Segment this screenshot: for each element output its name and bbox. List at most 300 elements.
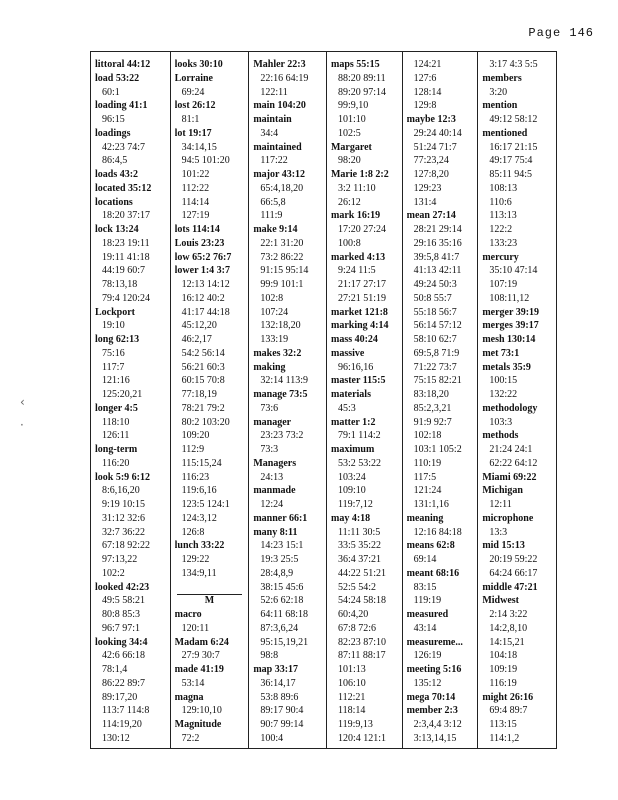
index-reference: 133:19 bbox=[260, 334, 289, 345]
index-term: loadings bbox=[95, 127, 131, 139]
index-column bbox=[478, 52, 556, 748]
index-term: magna bbox=[174, 691, 204, 703]
index-term: loads 43:2 bbox=[95, 169, 139, 180]
index-reference: 64:24 66:17 bbox=[489, 567, 538, 579]
index-reference: 83:15 bbox=[413, 581, 437, 593]
index-term: macro bbox=[174, 609, 202, 620]
index-reference: 135:12 bbox=[413, 677, 442, 689]
index-reference: 80:8 85:3 bbox=[102, 609, 141, 620]
index-reference: 27:21 51:19 bbox=[337, 292, 387, 304]
index-term: mean 27:14 bbox=[406, 210, 456, 222]
index-reference: 20:19 59:22 bbox=[489, 554, 538, 565]
index-reference: 73:2 86:22 bbox=[260, 251, 304, 263]
index-reference: 119:7,12 bbox=[337, 499, 373, 510]
index-reference: 128:14 bbox=[413, 86, 442, 98]
index-term: Miami 69:22 bbox=[482, 471, 537, 483]
index-reference: 34:14,15 bbox=[181, 141, 217, 153]
index-reference: 121:16 bbox=[102, 375, 130, 387]
index-term: lots 114:14 bbox=[174, 224, 220, 235]
index-reference: 134:9,11 bbox=[181, 567, 217, 579]
index-reference: 127:6 bbox=[413, 72, 437, 84]
index-column bbox=[91, 52, 171, 748]
index-reference: 107:19 bbox=[489, 279, 518, 290]
index-reference: 49:24 50:3 bbox=[413, 279, 457, 290]
index-term: materials bbox=[330, 389, 371, 400]
index-reference: 130:12 bbox=[102, 732, 130, 744]
index-reference: 125:20,21 bbox=[102, 389, 143, 400]
index-reference: 101:22 bbox=[181, 169, 210, 180]
index-reference: 91:9 92:7 bbox=[413, 416, 452, 428]
index-term: looks 30:10 bbox=[174, 59, 223, 70]
index-reference: 42:6 66:18 bbox=[102, 650, 146, 662]
index-reference: 100:4 bbox=[260, 732, 284, 744]
index-term: Lockport bbox=[95, 306, 135, 318]
index-term: mega 70:14 bbox=[406, 691, 456, 703]
index-reference: 107:24 bbox=[260, 306, 289, 318]
index-term: look 5:9 6:12 bbox=[95, 471, 150, 483]
index-reference: 11:11 30:5 bbox=[337, 526, 381, 538]
index-term: microphone bbox=[482, 512, 534, 524]
index-reference: 83:18,20 bbox=[413, 389, 449, 400]
margin-mark-icon: · bbox=[20, 418, 24, 432]
index-reference: 114:1,2 bbox=[489, 732, 520, 744]
index-term: many 8:11 bbox=[253, 526, 298, 538]
index-term: mid 15:13 bbox=[482, 540, 525, 552]
index-reference: 122:2 bbox=[489, 224, 513, 235]
index-reference: 49:12 58:12 bbox=[489, 114, 538, 125]
index-reference: 116:19 bbox=[489, 677, 517, 689]
index-term: meant 68:16 bbox=[406, 567, 460, 579]
index-reference: 110:6 bbox=[489, 196, 512, 208]
index-term: maintained bbox=[253, 141, 302, 153]
index-reference: 121:24 bbox=[413, 485, 442, 497]
index-reference: 33:5 35:22 bbox=[337, 540, 382, 552]
index-reference: 12:24 bbox=[260, 499, 284, 510]
index-reference: 120:11 bbox=[181, 622, 210, 634]
index-term: Magnitude bbox=[174, 719, 222, 730]
index-term: lost 26:12 bbox=[174, 100, 216, 112]
index-reference: 122:11 bbox=[260, 86, 288, 98]
index-reference: 3:20 bbox=[489, 86, 508, 98]
index-reference: 112:21 bbox=[337, 691, 366, 703]
index-reference: 111:9 bbox=[260, 210, 283, 222]
index-reference: 87:11 88:17 bbox=[337, 650, 386, 662]
index-term: may 4:18 bbox=[330, 512, 371, 524]
index-reference: 22:1 31:20 bbox=[260, 237, 304, 249]
index-reference: 8:6,16,20 bbox=[102, 485, 140, 497]
index-reference: 99:9 101:1 bbox=[260, 279, 304, 290]
index-term: mentioned bbox=[482, 127, 528, 139]
index-reference: 2:3,4,4 3:12 bbox=[413, 719, 462, 730]
index-reference: 102:2 bbox=[102, 567, 125, 579]
index-term: maybe 12:3 bbox=[406, 114, 456, 125]
index-term: middle 47:21 bbox=[482, 581, 538, 593]
index-reference: 117:22 bbox=[260, 155, 288, 167]
index-term: littoral 44:12 bbox=[95, 59, 151, 70]
index-reference: 66:5,8 bbox=[260, 196, 286, 208]
index-reference: 87:3,6,24 bbox=[260, 622, 299, 634]
index-reference: 34:4 bbox=[260, 127, 279, 139]
index-reference: 133:23 bbox=[489, 237, 518, 249]
index-term: making bbox=[253, 361, 286, 373]
index-reference: 19:10 bbox=[102, 320, 125, 332]
index-term: Margaret bbox=[330, 141, 372, 153]
index-reference: 78:13,18 bbox=[102, 279, 138, 290]
index-reference: 118:10 bbox=[102, 416, 130, 428]
index-term: merges 39:17 bbox=[482, 320, 539, 332]
index-reference: 51:24 71:7 bbox=[413, 141, 457, 153]
index-reference: 86:4,5 bbox=[102, 155, 128, 167]
index-term: massive bbox=[330, 347, 365, 359]
index-term: Michigan bbox=[482, 485, 523, 497]
index-term: meeting 5:16 bbox=[406, 664, 462, 675]
index-reference: 113:15 bbox=[489, 719, 517, 730]
index-reference: 81:1 bbox=[181, 114, 200, 125]
index-column bbox=[171, 52, 250, 748]
index-reference: 62:22 64:12 bbox=[489, 457, 538, 469]
index-reference: 53:8 89:6 bbox=[260, 691, 299, 703]
index-reference: 80:2 103:20 bbox=[181, 416, 230, 428]
index-reference: 114:19,20 bbox=[102, 719, 142, 730]
index-reference: 18:23 19:11 bbox=[102, 237, 150, 249]
index-reference: 60:15 70:8 bbox=[181, 375, 225, 387]
index-reference: 90:7 99:14 bbox=[260, 719, 304, 730]
index-reference: 103:3 bbox=[489, 416, 513, 428]
index-term: mention bbox=[482, 100, 518, 112]
index-reference: 67:8 72:6 bbox=[337, 622, 377, 634]
index-reference: 28:4,8,9 bbox=[260, 567, 294, 579]
index-reference: 77:23,24 bbox=[413, 155, 449, 167]
index-reference: 78:21 79:2 bbox=[181, 402, 225, 414]
index-reference: 129:22 bbox=[181, 554, 210, 565]
index-reference: 98:8 bbox=[260, 650, 279, 662]
index-reference: 115:15,24 bbox=[181, 457, 222, 469]
index-reference: 85:2,3,21 bbox=[413, 402, 452, 414]
index-reference: 113:7 114:8 bbox=[102, 705, 150, 717]
index-reference: 32:7 36:22 bbox=[102, 526, 146, 538]
index-term: maintain bbox=[253, 114, 292, 125]
index-reference: 3:17 4:3 5:5 bbox=[489, 59, 538, 70]
index-reference: 97:13,22 bbox=[102, 554, 138, 565]
index-reference: 78:1,4 bbox=[102, 664, 128, 675]
index-reference: 88:20 89:11 bbox=[337, 72, 386, 84]
index-reference: 82:23 87:10 bbox=[337, 636, 387, 648]
index-reference: 60:1 bbox=[102, 86, 120, 98]
index-reference: 129:8 bbox=[413, 100, 437, 112]
index-term: makes 32:2 bbox=[253, 347, 302, 359]
index-reference: 72:2 bbox=[181, 732, 200, 744]
index-reference: 124:21 bbox=[413, 59, 442, 70]
index-reference: 29:24 40:14 bbox=[413, 127, 462, 139]
index-reference: 98:20 bbox=[337, 155, 361, 167]
index-term: lot 19:17 bbox=[174, 127, 212, 139]
index-reference: 123:5 124:1 bbox=[181, 499, 230, 510]
index-term: located 35:12 bbox=[95, 182, 152, 194]
index-reference: 9:24 11:5 bbox=[337, 265, 376, 277]
index-reference: 89:17 90:4 bbox=[260, 705, 304, 717]
index-reference: 96:7 97:1 bbox=[102, 622, 141, 634]
index-term: meaning bbox=[406, 512, 444, 524]
index-term: mercury bbox=[482, 251, 519, 263]
index-reference: 106:10 bbox=[337, 677, 366, 689]
margin-mark-icon: ‹ bbox=[20, 395, 25, 409]
index-term: Marie 1:8 2:2 bbox=[330, 169, 389, 180]
index-reference: 102:18 bbox=[413, 430, 442, 442]
index-reference: 29:16 35:16 bbox=[413, 237, 462, 249]
index-reference: 129:10,10 bbox=[181, 705, 222, 717]
index-reference: 119:9,13 bbox=[337, 719, 373, 730]
index-term: Lorraine bbox=[174, 72, 213, 84]
index-reference: 3:13,14,15 bbox=[413, 732, 457, 744]
index-reference: 112:22 bbox=[181, 182, 210, 194]
index-reference: 43:14 bbox=[413, 622, 437, 634]
index-term: market 121:8 bbox=[330, 306, 388, 318]
index-reference: 109:19 bbox=[489, 664, 518, 675]
index-reference: 117:5 bbox=[413, 471, 437, 483]
index-reference: 91:15 95:14 bbox=[260, 265, 309, 277]
index-reference: 100:15 bbox=[489, 375, 518, 387]
index-reference: 60:4,20 bbox=[337, 609, 369, 620]
index-reference: 12:16 84:18 bbox=[413, 526, 462, 538]
index-reference: 119:6,16 bbox=[181, 485, 217, 497]
index-term: maps 55:15 bbox=[330, 59, 380, 70]
index-term: manager bbox=[253, 416, 292, 428]
index-term: lunch 33:22 bbox=[174, 540, 225, 552]
index-reference: 17:20 27:24 bbox=[337, 224, 387, 235]
index-reference: 41:17 44:18 bbox=[181, 306, 230, 318]
index-term: Managers bbox=[253, 457, 297, 469]
index-reference: 94:5 101:20 bbox=[181, 155, 230, 167]
index-reference: 77:18,19 bbox=[181, 389, 217, 400]
index-reference: 113:13 bbox=[489, 210, 517, 222]
index-term: might 26:16 bbox=[482, 691, 534, 703]
index-reference: 69:14 bbox=[413, 554, 437, 565]
index-term: measured bbox=[406, 609, 449, 620]
index-reference: 131:4 bbox=[413, 196, 437, 208]
index-term: maximum bbox=[330, 444, 375, 455]
index-reference: 103:1 105:2 bbox=[413, 444, 462, 455]
index-reference: 14:15,21 bbox=[489, 636, 525, 648]
index-term: made 41:19 bbox=[174, 664, 224, 675]
index-reference: 108:13 bbox=[489, 182, 518, 194]
index-term: mass 40:24 bbox=[330, 334, 378, 345]
index-reference: 120:4 121:1 bbox=[337, 732, 387, 744]
index-reference: 56:21 60:3 bbox=[181, 361, 225, 373]
index-reference: 19:11 41:18 bbox=[102, 251, 150, 263]
index-reference: 129:23 bbox=[413, 182, 442, 194]
index-reference: 69:5,8 71:9 bbox=[413, 347, 460, 359]
index-reference: 58:10 62:7 bbox=[413, 334, 457, 345]
index-term: looking 34:4 bbox=[95, 636, 148, 648]
index-term: met 73:1 bbox=[482, 347, 520, 359]
index-term: master 115:5 bbox=[330, 375, 386, 387]
index-reference: 36:14,17 bbox=[260, 677, 296, 689]
index-reference: 131:1,16 bbox=[413, 499, 449, 510]
index-reference: 13:3 bbox=[489, 526, 508, 538]
index-reference: 44:22 51:21 bbox=[337, 567, 387, 579]
index-reference: 79:4 120:24 bbox=[102, 292, 151, 304]
index-reference: 124:3,12 bbox=[181, 512, 217, 524]
index-term: low 65:2 76:7 bbox=[174, 251, 232, 263]
index-term: map 33:17 bbox=[253, 664, 299, 675]
index-reference: 31:12 32:6 bbox=[102, 512, 146, 524]
index-reference: 16:12 40:2 bbox=[181, 292, 225, 304]
index-reference: 45:3 bbox=[337, 402, 356, 414]
blank-line bbox=[175, 581, 249, 595]
index-reference: 86:22 89:7 bbox=[102, 677, 146, 689]
index-reference: 127:19 bbox=[181, 210, 210, 222]
index-reference: 64:11 68:18 bbox=[260, 609, 308, 620]
index-term: measureme... bbox=[406, 636, 463, 648]
index-term: Mahler 22:3 bbox=[253, 59, 306, 70]
index-term: marking 4:14 bbox=[330, 320, 389, 332]
index-column bbox=[327, 52, 403, 748]
index-reference: 3:2 11:10 bbox=[337, 182, 376, 194]
index-term: load 53:22 bbox=[95, 72, 140, 84]
index-reference: 96:15 bbox=[102, 114, 125, 125]
index-reference: 126:19 bbox=[413, 650, 442, 662]
index-term: looked 42:23 bbox=[95, 581, 150, 593]
index-term: manage 73:5 bbox=[253, 389, 308, 400]
index-reference: 69:4 89:7 bbox=[489, 705, 528, 717]
index-reference: 54:24 58:18 bbox=[337, 595, 387, 607]
index-reference: 32:14 113:9 bbox=[260, 375, 308, 387]
index-reference: 49:17 75:4 bbox=[489, 155, 533, 167]
index-reference: 27:9 30:7 bbox=[181, 650, 220, 662]
index-reference: 22:16 64:19 bbox=[260, 72, 309, 84]
index-reference: 75:15 82:21 bbox=[413, 375, 462, 387]
index-reference: 73:6 bbox=[260, 402, 279, 414]
word-index-table bbox=[90, 51, 557, 749]
index-reference: 24:13 bbox=[260, 471, 284, 483]
index-reference: 53:14 bbox=[181, 677, 205, 689]
index-term: loading 41:1 bbox=[95, 100, 148, 112]
index-reference: 55:18 56:7 bbox=[413, 306, 457, 318]
index-reference: 89:20 97:14 bbox=[337, 86, 387, 98]
index-reference: 132:22 bbox=[489, 389, 518, 400]
index-reference: 95:15,19,21 bbox=[260, 636, 309, 648]
index-term: matter 1:2 bbox=[330, 416, 376, 428]
index-reference: 109:10 bbox=[337, 485, 366, 497]
index-term: long-term bbox=[95, 444, 138, 455]
index-reference: 118:14 bbox=[337, 705, 366, 717]
index-term: member 2:3 bbox=[406, 705, 458, 717]
index-reference: 103:24 bbox=[337, 471, 366, 483]
index-reference: 38:15 45:6 bbox=[260, 581, 304, 593]
index-reference: 132:18,20 bbox=[260, 320, 301, 332]
index-reference: 53:2 53:22 bbox=[337, 457, 382, 469]
index-term: mesh 130:14 bbox=[482, 334, 536, 345]
index-reference: 12:13 14:12 bbox=[181, 279, 230, 290]
index-reference: 109:20 bbox=[181, 430, 210, 442]
index-term: Louis 23:23 bbox=[174, 237, 225, 249]
index-reference: 52:6 62:18 bbox=[260, 595, 304, 607]
index-reference: 101:13 bbox=[337, 664, 366, 675]
index-reference: 50:8 55:7 bbox=[413, 292, 452, 304]
index-term: lower 1:4 3:7 bbox=[174, 265, 231, 277]
index-reference: 71:22 73:7 bbox=[413, 361, 457, 373]
index-term: manmade bbox=[253, 485, 296, 497]
index-reference: 14:2,8,10 bbox=[489, 622, 528, 634]
index-column bbox=[249, 52, 327, 748]
index-reference: 102:5 bbox=[337, 127, 361, 139]
index-reference: 99:9,10 bbox=[337, 100, 369, 112]
index-reference: 26:12 bbox=[337, 196, 361, 208]
index-reference: 116:23 bbox=[181, 471, 210, 483]
index-reference: 119:19 bbox=[413, 595, 442, 607]
index-reference: 75:16 bbox=[102, 347, 125, 359]
index-reference: 18:20 37:17 bbox=[102, 210, 151, 222]
index-reference: 23:23 73:2 bbox=[260, 430, 304, 442]
index-reference: 14:23 15:1 bbox=[260, 540, 304, 552]
index-reference: 100:8 bbox=[337, 237, 361, 249]
index-reference: 101:10 bbox=[337, 114, 366, 125]
index-column bbox=[403, 52, 479, 748]
index-reference: 112:9 bbox=[181, 444, 205, 455]
index-reference: 69:24 bbox=[181, 86, 205, 98]
index-reference: 49:5 58:21 bbox=[102, 595, 146, 607]
index-reference: 85:11 94:5 bbox=[489, 169, 533, 180]
section-letter-heading: M bbox=[177, 594, 243, 608]
index-term: mark 16:19 bbox=[330, 210, 381, 222]
index-reference: 67:18 92:22 bbox=[102, 540, 151, 552]
index-term: longer 4:5 bbox=[95, 402, 138, 414]
index-reference: 46:2,17 bbox=[181, 334, 212, 345]
index-reference: 79:1 114:2 bbox=[337, 430, 381, 442]
index-reference: 65:4,18,20 bbox=[260, 182, 304, 194]
index-term: long 62:13 bbox=[95, 334, 140, 345]
index-reference: 104:18 bbox=[489, 650, 518, 662]
index-term: Midwest bbox=[482, 595, 519, 607]
index-reference: 116:20 bbox=[102, 457, 130, 469]
index-term: members bbox=[482, 72, 522, 84]
index-term: methodology bbox=[482, 402, 538, 414]
index-term: means 62:8 bbox=[406, 540, 455, 552]
index-reference: 9:19 10:15 bbox=[102, 499, 146, 510]
index-reference: 21:24 24:1 bbox=[489, 444, 533, 455]
index-reference: 36:4 37:21 bbox=[337, 554, 382, 565]
index-reference: 54:2 56:14 bbox=[181, 347, 225, 359]
index-reference: 108:11,12 bbox=[489, 292, 530, 304]
index-reference: 96:16,16 bbox=[337, 361, 374, 373]
index-term: metals 35:9 bbox=[482, 361, 531, 373]
index-reference: 73:3 bbox=[260, 444, 279, 455]
index-reference: 39:5,8 41:7 bbox=[413, 251, 460, 263]
index-reference: 114:14 bbox=[181, 196, 210, 208]
index-reference: 41:13 42:11 bbox=[413, 265, 462, 277]
page-number: Page 146 bbox=[528, 26, 594, 40]
index-reference: 117:7 bbox=[102, 361, 125, 373]
index-reference: 89:17,20 bbox=[102, 691, 138, 703]
index-reference: 45:12,20 bbox=[181, 320, 217, 332]
index-reference: 52:5 54:2 bbox=[337, 581, 377, 593]
index-term: merger 39:19 bbox=[482, 306, 540, 318]
index-reference: 56:14 57:12 bbox=[413, 320, 462, 332]
index-term: make 9:14 bbox=[253, 224, 298, 235]
index-term: methods bbox=[482, 430, 519, 442]
index-reference: 126:11 bbox=[102, 430, 130, 442]
index-reference: 28:21 29:14 bbox=[413, 224, 462, 235]
index-term: lock 13:24 bbox=[95, 224, 139, 235]
index-reference: 127:8,20 bbox=[413, 169, 449, 180]
index-term: main 104:20 bbox=[253, 100, 306, 112]
index-reference: 12:11 bbox=[489, 499, 512, 510]
index-reference: 35:10 47:14 bbox=[489, 265, 538, 277]
index-reference: 102:8 bbox=[260, 292, 284, 304]
index-term: manner 66:1 bbox=[253, 512, 308, 524]
index-reference: 16:17 21:15 bbox=[489, 141, 538, 153]
index-reference: 44:19 60:7 bbox=[102, 265, 146, 277]
